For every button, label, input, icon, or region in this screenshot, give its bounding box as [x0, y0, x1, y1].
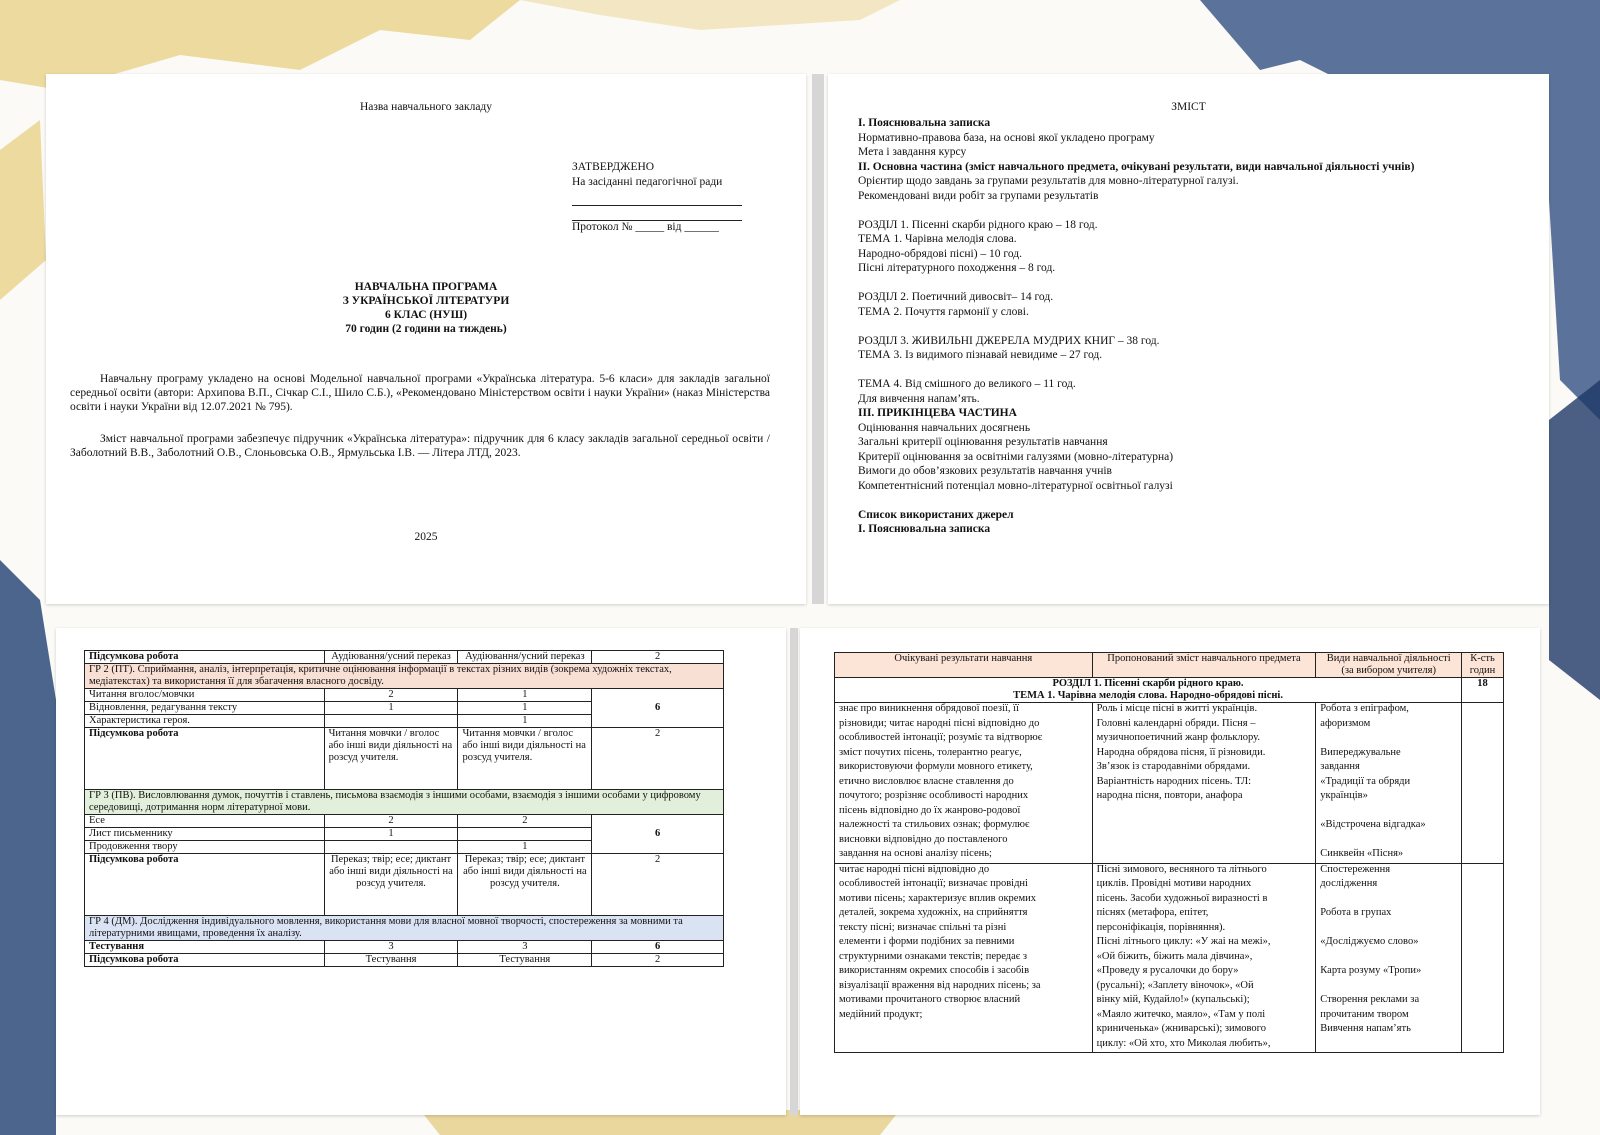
column-header: Види навчальної діяльності (за вибором учителя) [1316, 653, 1462, 678]
institution-name: Назва навчального закладу [359, 101, 493, 113]
year-label: 2025 [414, 531, 438, 543]
cell-line: Пісні зимового, весняного та літнього [1096, 863, 1267, 875]
cell: Підсумкова робота [85, 854, 325, 916]
cell-line: Роль і місце пісні в житті українців. [1096, 703, 1258, 714]
cell-line: «Маяло житечко, маяло», «Там у полі [1096, 1008, 1266, 1020]
contents-line: Оцінювання навчальних досягнень [858, 421, 1031, 434]
cell: Аудіювання/усний переказ [458, 651, 592, 664]
cell-line: «Проведу я русалочки до бору» [1096, 965, 1239, 976]
table-row [85, 664, 724, 689]
section-title-cell [835, 678, 1462, 703]
program-table-page [800, 628, 1540, 1115]
column-header: Очікувані результати навчання [835, 653, 1093, 678]
cell-line: криниченька» (жниварські); зимового [1096, 1023, 1266, 1034]
column-header: К-сть годин [1462, 653, 1504, 678]
cell: 1 [324, 702, 458, 715]
cell-line: особливостей інтонації; визначає провідні [839, 878, 1028, 889]
cell-line: мотиви пісень; характеризує вплив окремих [839, 892, 1036, 904]
cell-line: Карта розуму «Тропи» [1320, 965, 1422, 976]
cell-lines [1097, 703, 1312, 805]
cell: Підсумкова робота [85, 651, 325, 664]
cell-line: «Досліджуємо слово» [1320, 936, 1419, 947]
cell: 1 [458, 715, 592, 728]
cell-line [1320, 893, 1457, 908]
council-label: На засіданні педагогічної ради [572, 176, 723, 188]
cell: Тестування [458, 954, 592, 967]
cell: Читання мовчки / вголос або інші види діяльності на розсуд учителя. [458, 728, 592, 790]
contents-line: Для вивчення напам’ять. [858, 392, 980, 405]
contents-line: ТЕМА 4. Від смішного до великого – 11 год. [858, 378, 1076, 390]
title-line: 6 КЛАС (НУШ) [384, 309, 468, 321]
cell: Переказ; твір; есе; диктант або інші види діяльності на розсуд учителя. [458, 854, 592, 916]
cell: 1 [458, 841, 592, 854]
contents-line: Компетентнісний потенціал мовно-літературної освітньої галузі [858, 479, 1173, 492]
cell-line: знає про виникнення обрядової поезії, її [839, 703, 1019, 714]
contents-line [858, 493, 1548, 508]
cell-line: належності та стильових ознак; формулює [839, 819, 1030, 830]
cell-line: завдання на основі аналізу пісень; [839, 848, 992, 859]
title-line: НАВЧАЛЬНА ПРОГРАМА [354, 281, 498, 293]
table-row [835, 678, 1504, 703]
cell-line: пісень відповідно до їх жанрово-родової [839, 804, 1021, 816]
contents-line: Пісні літературного походження – 8 год. [858, 262, 1056, 274]
cell-line: Створення реклами за [1320, 994, 1420, 1005]
cell-line: Спостереження [1320, 863, 1391, 875]
contents-line: Нормативно-правова база, на основі якої укладено програму [858, 131, 1155, 144]
contents-line: Вимоги до обов’язкових результатів навчання учнів [858, 465, 1112, 477]
contents-line [858, 276, 1548, 291]
paragraph-basis: Навчальну програму укладено на основі Модельної навчальної програми «Українська література. 5-6 класи» для закладів загальної середньої освіти (автори: Архипова В.П., Січкар С.І., Шило С.Б.), «Рекомендовано Міністерством освіти і науки України» (наказ Міністерства освіти і науки України від 12.07.2021 № 795). [70, 373, 770, 413]
cell: 2 [324, 689, 458, 702]
contents-line: І. Пояснювальна записка [858, 117, 991, 129]
cell-line [1320, 805, 1457, 820]
title-page [46, 74, 806, 604]
contents-line: РОЗДІЛ 3. ЖИВИЛЬНІ ДЖЕРЕЛА МУДРИХ КНИГ – 38 год. [858, 334, 1160, 347]
cell [324, 715, 458, 728]
cell-line: «Ой біжить, біжить мала дівчина», [1096, 950, 1253, 962]
table-row [85, 941, 724, 954]
cell-line: деталей, зокрема художніх, на сприйняття [839, 907, 1028, 918]
results-cell [835, 703, 1093, 864]
cell-line: почутого; розрізняє особливості народних [839, 790, 1029, 801]
contents-line: Мета і завдання курсу [858, 146, 967, 158]
title-line: З УКРАЇНСЬКОЇ ЛІТЕРАТУРИ [342, 295, 510, 307]
activities-cell [1316, 703, 1462, 864]
content-cell [1092, 863, 1316, 1053]
cell: Лист письменнику [85, 828, 325, 841]
contents-line: Орієнтир щодо завдань за групами результатів для мовно-літературної галузі. [858, 175, 1239, 187]
cell-line: медійний продукт; [839, 1008, 923, 1020]
cell-line [1320, 834, 1457, 849]
cell-line: афоризмом [1320, 717, 1371, 729]
contents-line: ІІІ. ПРИКІНЦЕВА ЧАСТИНА [858, 407, 1017, 419]
cell: 2 [592, 651, 724, 664]
cell-line: Випереджувальне [1320, 746, 1401, 758]
cell-line: «Традиції та обряди [1320, 775, 1411, 787]
table-row [85, 790, 724, 815]
cell-line: Головні календарні обряди. Пісня – [1096, 717, 1256, 729]
contents-line: РОЗДІЛ 1. Пісенні скарби рідного краю – 18 год. [858, 218, 1098, 231]
cell-line: Робота з епіграфом, [1320, 703, 1409, 714]
cell-line: Вивчення напам’ять [1320, 1023, 1411, 1034]
table-row [85, 689, 724, 702]
cell-line: циклу: «Ой хто, хто Миколая любить», [1096, 1037, 1271, 1049]
cell-line: Пісні літнього циклу: «У жаі на межі», [1096, 936, 1271, 947]
protocol-label: Протокол № _____ від ______ [572, 221, 719, 233]
cell-line: використовуючи формули мовного етикету, [839, 761, 1033, 772]
cell: Характеристика героя. [85, 715, 325, 728]
assessment-table [84, 650, 724, 967]
signature-line-1 [572, 205, 742, 206]
cell-line: пісень. Засоби художньої виразності в [1096, 892, 1268, 904]
cell: 2 [592, 728, 724, 790]
cell-lines [1320, 864, 1457, 1038]
contents-heading: ЗМІСТ [1171, 101, 1206, 113]
blue-watercolor-right-edge [1549, 380, 1600, 700]
contents-line: І. Пояснювальна записка [858, 523, 991, 535]
cell-line: візуалізації враження від народних пісень; за [839, 979, 1041, 991]
cell: Читання вголос/мовчки [85, 689, 325, 702]
cell: 1 [458, 689, 592, 702]
cell: 3 [324, 941, 458, 954]
cell-line: висновки відповідно до поставленого [839, 833, 1008, 845]
page-divider-bottom [790, 628, 798, 1115]
cell: 1 [458, 702, 592, 715]
cell-line: структурними ознаками текстів; передає з [839, 950, 1028, 962]
cell: Відновлення, редагування тексту [85, 702, 325, 715]
cell-line: зміст почутих пісень, толерантно реагує, [839, 746, 1022, 758]
activities-cell [1316, 863, 1462, 1053]
cell-line: музичнопоетичний жанр фольклору. [1096, 732, 1260, 743]
contents-line: ІІ. Основна частина (зміст навчального предмета, очікувані результати, види навчальної діяльності учнів) [858, 160, 1415, 173]
section-subtitle: ТЕМА 1. Чарівна мелодія слова. Народно-обрядові пісні. [1013, 690, 1283, 701]
group-header: ГР 3 (ПВ). Висловлювання думок, почуттів і ставлень, письмова взаємодія з іншими особами, взаємодія з іншими особами у цифровому середовищі, дотримання норм літературної мови. [85, 790, 724, 815]
cell-line: українців» [1320, 790, 1368, 801]
cell-line: Робота в групах [1320, 907, 1392, 918]
table-row [85, 854, 724, 916]
cell-line: тексту пісні; визначає спільні та різні [839, 921, 1007, 933]
cell: 6 [592, 815, 724, 854]
cell-line: прочитаним твором [1320, 1008, 1409, 1020]
cell-line: елементи і форми подібних за певними [839, 936, 1015, 947]
table-header-row [835, 653, 1504, 678]
program-table [834, 652, 1504, 1053]
section-title: РОЗДІЛ 1. Пісенні скарби рідного краю. [1052, 678, 1244, 689]
blue-watercolor-bottom-left [0, 560, 56, 1135]
contents-line: Народно-обрядові пісні) – 10 год. [858, 247, 1022, 260]
cell: 6 [592, 941, 724, 954]
cell: Тестування [324, 954, 458, 967]
cell-line: дослідження [1320, 878, 1378, 889]
contents-line: Список використаних джерел [858, 508, 1014, 521]
cell-line: читає народні пісні відповідно до [839, 863, 990, 875]
cell-lines [839, 864, 1088, 1024]
cell-line: персоніфікація, порівняння). [1096, 921, 1226, 933]
results-cell [835, 863, 1093, 1053]
contents-line: Рекомендовані види робіт за групами результатів [858, 189, 1099, 202]
table-row [85, 916, 724, 941]
cell: Підсумкова робота [85, 728, 325, 790]
cell-line: Синквейн «Пісня» [1320, 848, 1404, 859]
group-header: ГР 2 (ПТ). Сприймання, аналіз, інтерпретація, критичне оцінювання інформації в текстах різних видів (зокрема художніх текстах, медіатекстах) та використання її для збагачення власного досвіду. [85, 664, 724, 689]
cell-lines [1097, 864, 1312, 1053]
cell-line: (русальні); «Заплету віночок», «Ой [1096, 979, 1254, 991]
contents-line: ТЕМА 3. Із видимого пізнавай невидиме – 27 год. [858, 349, 1103, 361]
cell [458, 828, 592, 841]
cell: Продовження твору [85, 841, 325, 854]
title-line: 70 годин (2 години на тиждень) [345, 323, 507, 335]
cell: 2 [592, 854, 724, 916]
cell-line: Зв’язок із стародавніми обрядами. [1096, 761, 1251, 772]
cell: 2 [458, 815, 592, 828]
cell: Переказ; твір; есе; диктант або інші види діяльності на розсуд учителя. [324, 854, 458, 916]
cell-line: циклів. Провідні мотиви народних [1096, 878, 1252, 889]
table-row [85, 728, 724, 790]
cell-line: завдання [1320, 761, 1360, 772]
cell: Тестування [85, 941, 325, 954]
contents-page [828, 74, 1549, 604]
contents-line [858, 363, 1548, 378]
table-row [85, 651, 724, 664]
cell-line: «Відстрочена відгадка» [1320, 819, 1426, 830]
cell-line: Варіантність народних пісень. ТЛ: [1096, 775, 1252, 787]
cell-lines [839, 703, 1088, 863]
column-header: Пропонований зміст навчального предмета [1092, 653, 1316, 678]
cell: 2 [324, 815, 458, 828]
table-row [85, 954, 724, 967]
cell: Есе [85, 815, 325, 828]
approved-label: ЗАТВЕРДЖЕНО [572, 161, 655, 173]
contents-line [858, 203, 1548, 218]
content-cell [1092, 703, 1316, 864]
contents-line: Загальні критерії оцінювання результатів навчання [858, 436, 1108, 448]
table-row [835, 703, 1504, 864]
cell: Читання мовчки / вголос або інші види діяльності на розсуд учителя. [324, 728, 458, 790]
contents-list [858, 116, 1548, 537]
cell-line [1320, 951, 1457, 966]
program-title [46, 280, 806, 336]
cell-line: етично висловлює власне ставлення до [839, 775, 1014, 787]
hours-cell [1462, 703, 1504, 864]
cell: 3 [458, 941, 592, 954]
table-row [85, 815, 724, 828]
cell-line [1320, 922, 1457, 937]
contents-line: Критерії оцінювання за освітніми галузями (мовно-літературна) [858, 450, 1174, 463]
cell: Підсумкова робота [85, 954, 325, 967]
cell [324, 841, 458, 854]
cell-line: мотивами прочитаного створює власний [839, 994, 1021, 1005]
table-row [835, 863, 1504, 1053]
cell-lines [1320, 703, 1457, 863]
hours-cell [1462, 863, 1504, 1053]
cell: 2 [592, 954, 724, 967]
cell: 6 [592, 689, 724, 728]
cell: 1 [324, 828, 458, 841]
contents-line: ТЕМА 1. Чарівна мелодія слова. [858, 233, 1017, 245]
contents-line: РОЗДІЛ 2. Поетичний дивосвіт– 14 год. [858, 291, 1054, 303]
cell-line: Народна обрядова пісня, її різновиди. [1096, 746, 1266, 758]
page-divider-top [812, 74, 824, 604]
contents-line [858, 319, 1548, 334]
cell-line: особливостей інтонації; розуміє та відтворює [839, 732, 1043, 743]
cell-line: різновиди; читає народні пісні відповідно до [839, 717, 1040, 729]
cell-line: народна пісня, повтори, анафора [1096, 790, 1243, 801]
section-hours: 18 [1462, 678, 1504, 703]
cell-line: піснях (метафора, епітет, [1096, 907, 1209, 918]
cell-line [1320, 732, 1457, 747]
contents-line: ТЕМА 2. Почуття гармонії у слові. [858, 305, 1029, 318]
cell-line [1320, 980, 1457, 995]
cell-line: використанням окремих способів і засобів [839, 965, 1030, 976]
group-header: ГР 4 (ДМ). Дослідження індивідуального мовлення, використання мови для власної мовної творчості, спостереження за мовними та літературними явищами, проведення їх аналізу. [85, 916, 724, 941]
cell-line: вінку мій, Кудайло!» (купальські); [1096, 994, 1250, 1005]
cell: Аудіювання/усний переказ [324, 651, 458, 664]
paragraph-textbook: Зміст навчальної програми забезпечує підручник «Українська література»: підручник для 6 класу закладів загальної середньої освіти /Заболотний В.В., Заболотний О.В., Слоньовська О.В., Ярмульська І.В. — Літера ЛТД, 2023. [70, 433, 770, 459]
assessment-table-page [56, 628, 786, 1115]
